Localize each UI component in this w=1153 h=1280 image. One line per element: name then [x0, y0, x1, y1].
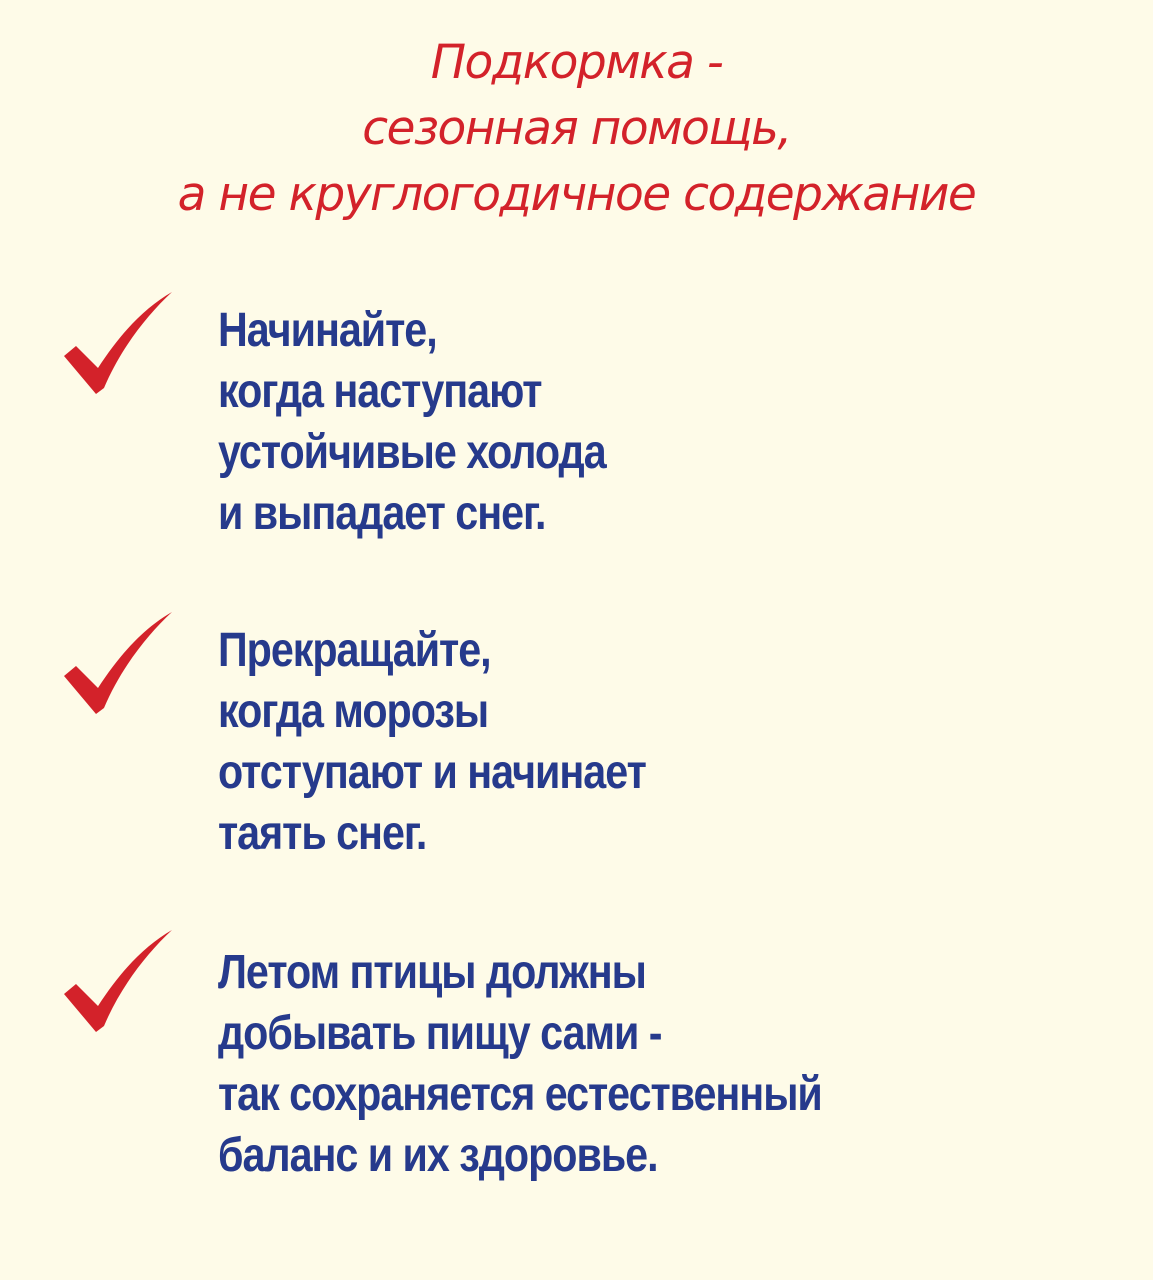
item-line: и выпадает снег.: [218, 487, 546, 540]
item-line: таять снег.: [218, 807, 427, 860]
checkmark-icon: [60, 610, 176, 718]
item-line: так сохраняется естественный: [218, 1068, 822, 1121]
item-line: Начинайте,: [218, 304, 437, 357]
checkmark-icon: [60, 290, 176, 398]
page-title: [0, 30, 1153, 228]
title-line: Подкормка -: [430, 35, 723, 90]
item-line: баланс и их здоровье.: [218, 1129, 658, 1182]
item-line: устойчивые холода: [218, 426, 606, 479]
item-line: когда наступают: [218, 365, 542, 418]
item-line: отступают и начинает: [218, 746, 646, 799]
item-line: когда морозы: [218, 685, 489, 738]
item-line: Летом птицы должны: [218, 946, 646, 999]
item-line: Прекращайте,: [218, 624, 491, 677]
item-text: [218, 620, 646, 864]
item-text: [218, 942, 822, 1186]
title-line: а не круглогодичное содержание: [177, 167, 976, 222]
item-text: [218, 300, 606, 544]
title-line: сезонная помощь,: [362, 101, 791, 156]
item-line: добывать пищу сами -: [218, 1007, 662, 1060]
checkmark-icon: [60, 928, 176, 1036]
